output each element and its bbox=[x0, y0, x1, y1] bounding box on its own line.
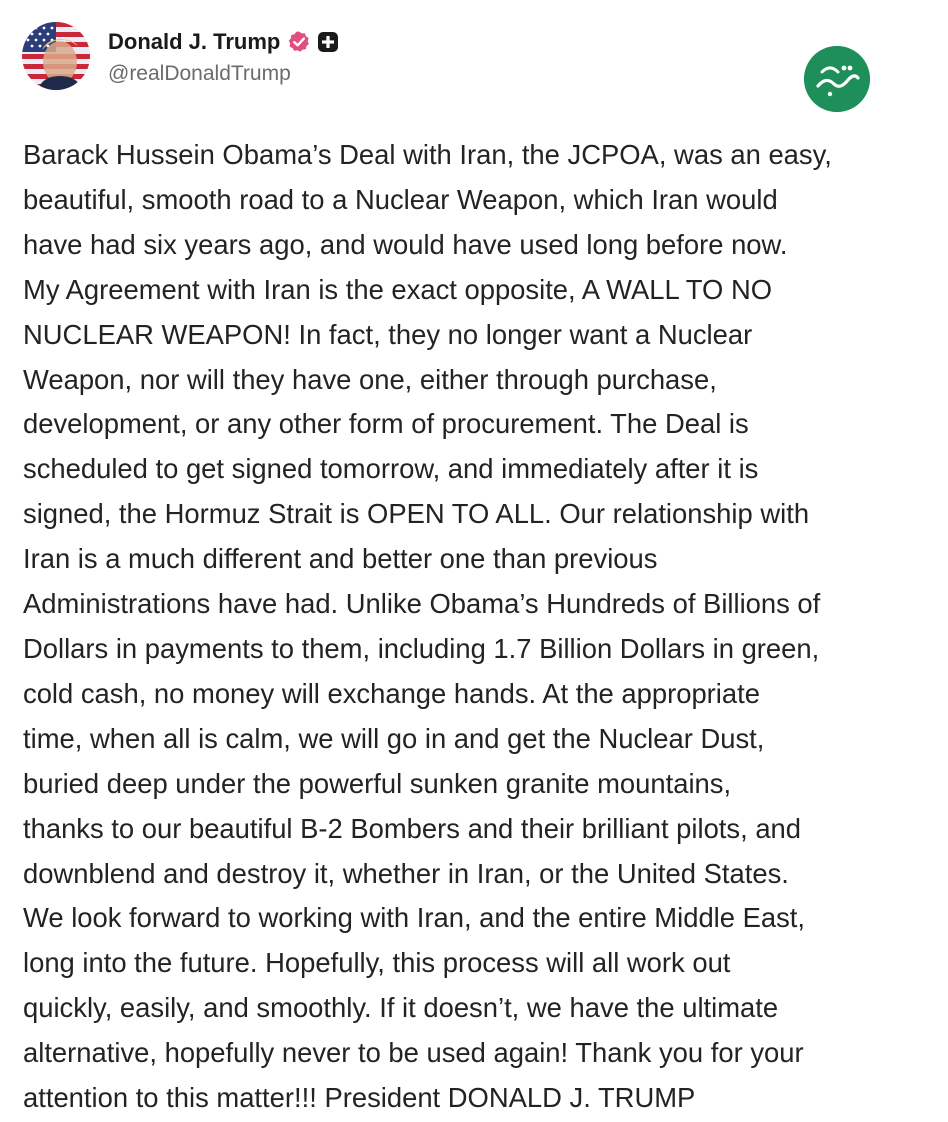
post-line: Barack Hussein Obama’s Deal with Iran, the JCPOA, was an easy, bbox=[23, 139, 832, 170]
post-line: buried deep under the powerful sunken granite mountains, bbox=[23, 767, 732, 799]
post-line: downblend and destroy it, whether in Iran, or the United States. bbox=[23, 857, 789, 889]
post-line: time, when all is calm, we will go in and get the Nuclear Dust, bbox=[23, 722, 765, 754]
post-line: beautiful, smooth road to a Nuclear Weapon, which Iran would bbox=[23, 183, 778, 215]
post-line: quickly, easily, and smoothly. If it doesn’t, we have the ultimate bbox=[23, 992, 779, 1024]
post-header bbox=[108, 26, 339, 86]
post-body bbox=[23, 133, 923, 1121]
post-line: NUCLEAR WEAPON! In fact, they no longer want a Nuclear bbox=[23, 318, 753, 350]
author-display-name[interactable]: Donald J. Trump bbox=[108, 29, 281, 54]
post-line: We look forward to working with Iran, and the entire Middle East, bbox=[23, 902, 806, 934]
post-line: Administrations have had. Unlike Obama’s Hundreds of Billions of bbox=[23, 588, 821, 620]
post-line: Iran is a much different and better one than previous bbox=[23, 543, 658, 575]
plus-square-icon[interactable] bbox=[317, 31, 339, 53]
post-line: cold cash, no money will exchange hands. At the appropriate bbox=[23, 677, 760, 709]
post-line: attention to this matter!!! President DONALD J. TRUMP bbox=[23, 1082, 696, 1114]
post-line: My Agreement with Iran is the exact opposite, A WALL TO NO bbox=[23, 273, 773, 305]
verified-badge-icon bbox=[287, 30, 311, 54]
author-handle[interactable]: @realDonaldTrump bbox=[108, 62, 291, 85]
watermark-logo bbox=[804, 46, 870, 112]
post-line: have had six years ago, and would have used long before now. bbox=[23, 228, 788, 260]
post-line: signed, the Hormuz Strait is OPEN TO ALL. Our relationship with bbox=[23, 498, 810, 530]
post-line: alternative, hopefully never to be used again! Thank you for your bbox=[23, 1037, 804, 1069]
post-line: Dollars in payments to them, including 1.7 Billion Dollars in green, bbox=[23, 632, 820, 664]
post-line: long into the future. Hopefully, this process will all work out bbox=[23, 947, 731, 979]
post-line: Weapon, nor will they have one, either through purchase, bbox=[23, 363, 717, 395]
post-line: thanks to our beautiful B-2 Bombers and their brilliant pilots, and bbox=[23, 812, 802, 844]
post-line: scheduled to get signed tomorrow, and immediately after it is bbox=[23, 453, 759, 485]
post-line: development, or any other form of procurement. The Deal is bbox=[23, 408, 749, 440]
name-row bbox=[108, 26, 339, 58]
avatar[interactable] bbox=[22, 22, 90, 90]
